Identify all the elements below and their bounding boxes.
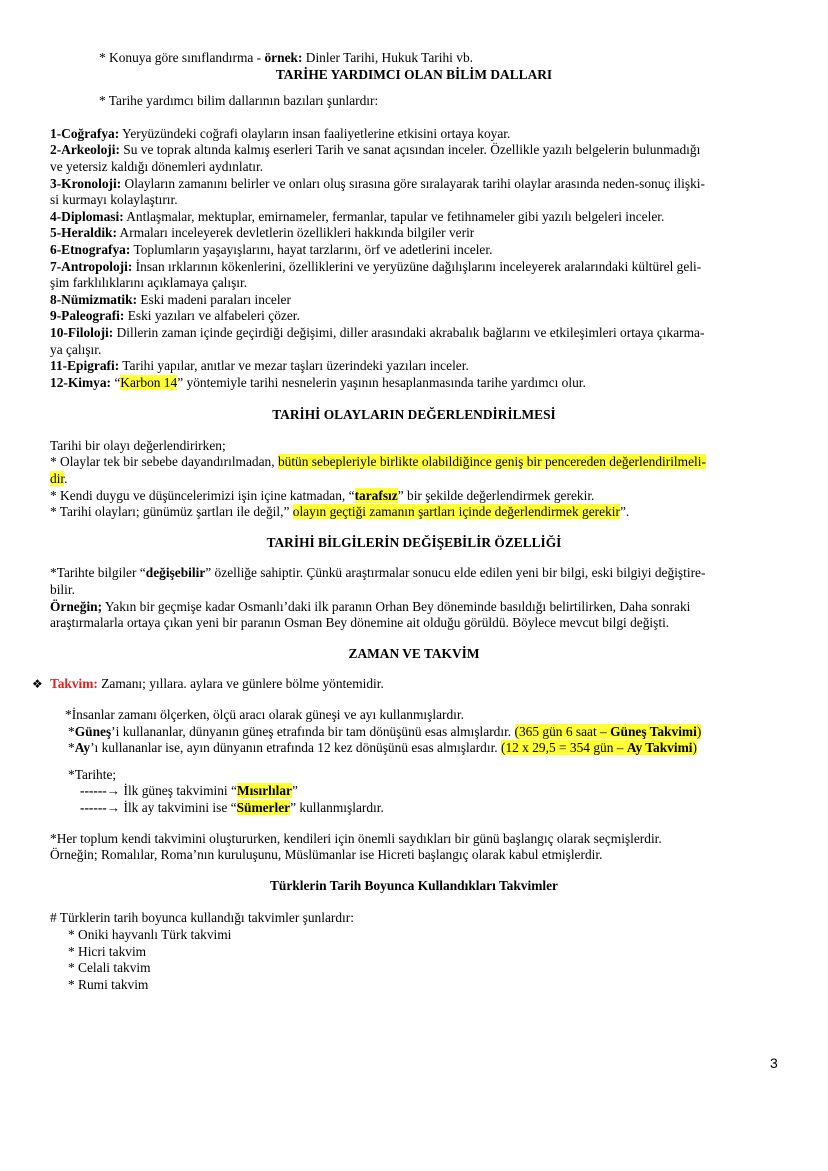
calendar-list-item: * Rumi takvim: [68, 976, 149, 992]
calendar-start-paragraph-cont: Örneğin; Romalılar, Roma’nın kuruluşunu, Müslümanlar ise Hicreti başlangıç olarak kabul etmişlerdir.: [50, 847, 603, 863]
item-text: Tarihi yapılar, anıtlar ve mezar taşları üzerindeki yazıları inceler.: [119, 358, 469, 374]
star: *: [68, 740, 75, 756]
arrow-right-icon: →: [106, 799, 121, 815]
calendar-start-paragraph: *Her toplum kendi takvimini oluştururken, kendileri için önemli saydıkları bir günü başlangıç olarak seçmişlerdir.: [50, 830, 662, 846]
arrow-right-icon: →: [106, 783, 121, 799]
section-title-auxiliary-sciences: TARİHE YARDIMCI OLAN BİLİM DALLARI: [275, 66, 553, 82]
evaluation-point-3: [50, 504, 778, 521]
para-text: Yakın bir geçmişe kadar Osmanlı’daki ilk paranın Orhan Bey döneminde basıldığı belirtilirken, Daha sonraki: [102, 598, 691, 614]
line-text: İlk ay takvimini ise “: [120, 799, 237, 815]
page-number: 3: [770, 1055, 778, 1071]
item-term: 3-Kronoloji:: [50, 175, 122, 191]
item-text: ve yetersiz kaldığı dönemleri aydınlatır.: [50, 158, 264, 174]
highlight-text: (12 x 29,5 = 354 gün –: [500, 740, 627, 756]
item-term: 8-Nümizmatik:: [50, 291, 138, 307]
item-term: 4-Diplomasi:: [50, 208, 124, 224]
para-text: ” özelliğe sahiptir. Çünkü araştırmalar sonucu elde edilen yeni bir bilgi, eski bilgiyi değiştire-: [205, 565, 706, 581]
item-term: 11-Epigrafi:: [50, 358, 120, 374]
changeable-paragraph-2: [50, 599, 778, 616]
list-item-chemistry: [50, 375, 778, 392]
highlight-text: (365 gün 6 saat –: [514, 723, 611, 739]
highlight-text: olayın geçtiği zamanın şartları içinde değerlendirmek gerekir: [292, 504, 620, 520]
item-text: ya çalışır.: [50, 341, 102, 357]
turkish-calendars-list: [50, 927, 778, 993]
list-item: [50, 242, 778, 259]
list-item: [50, 358, 778, 375]
list-item-cont: [50, 342, 778, 359]
changeable-paragraph-2-cont: araştırmalarla ortaya çıkan yeni bir paranın Osman Bey dönemine ait olduğu görüldü. Böylece mevcut bilgi değişti.: [50, 615, 670, 631]
item-term: 10-Filoloji:: [50, 324, 114, 340]
item-text: Toplumların yaşayışlarını, hayat tarzlarını, örf ve adetlerini inceler.: [130, 241, 493, 257]
calendar-line-sun: [50, 724, 778, 741]
list-item-cont: [50, 192, 778, 209]
item-text: İnsan ırklarının kökenlerini, özelliklerini ve yeryüzüne dağılışlarını inceleyerek aralarındaki kültürel geli-: [132, 258, 702, 274]
line-text: Dinler Tarihi, Hukuk Tarihi vb.: [302, 50, 473, 65]
highlight-text: ): [692, 740, 697, 756]
dash-leader: ------: [80, 799, 107, 815]
tarihte-label: *Tarihte;: [68, 766, 117, 782]
list-item: [50, 325, 778, 342]
item-term: 6-Etnografya:: [50, 241, 131, 257]
item-text: Armaları inceleyerek devletlerin özellikleri hakkında bilgiler verir: [116, 225, 475, 241]
calendar-list-item: * Celali takvim: [68, 960, 151, 976]
line-text: * Konuya göre sınıflandırma -: [99, 50, 265, 65]
auxiliary-intro: * Tarihe yardımcı bilim dallarının bazıları şunlardır:: [99, 93, 379, 109]
highlight-text: dir: [50, 471, 65, 487]
example-label: Örneğin;: [50, 598, 103, 614]
auxiliary-sciences-list: [50, 126, 778, 375]
highlight-impartial: tarafsız: [354, 487, 398, 503]
turkish-calendars-intro: # Türklerin tarih boyunca kullandığı takvimler şunlardır:: [50, 910, 354, 926]
line-text: ’ı kullananlar ise, ayın dünyanın etrafında 12 kez dönüşünü esas almışlardır.: [90, 740, 501, 756]
moon-term: Ay: [74, 740, 91, 756]
highlight-text: bütün sebepleriyle birlikte olabildiğince geniş bir pencereden değerlendirilmeli-: [277, 454, 706, 470]
list-item: [50, 176, 778, 193]
line-text: ”: [291, 783, 298, 799]
item-text: “: [111, 374, 121, 390]
line-text: ” kullanmışlardır.: [290, 799, 384, 815]
item-text: ” yöntemiyle tarihi nesnelerin yaşının hesaplanmasında tarihe yardımcı olur.: [177, 374, 586, 390]
list-item: [50, 126, 778, 143]
list-item: [50, 308, 778, 325]
item-text: Antlaşmalar, mektuplar, emirnameler, fermanlar, tapular ve fetihnameler gibi yazılı belgeleri inceler.: [123, 208, 665, 224]
highlight-text: ): [696, 723, 702, 739]
list-item-cont: [50, 275, 778, 292]
changeable-term: değişebilir: [145, 565, 206, 581]
para-text: *Tarihte bilgiler “: [50, 565, 146, 581]
item-term: 9-Paleografi:: [50, 308, 125, 324]
point-text: * Tarihi olayları; günümüz şartları ile değil,”: [50, 504, 293, 520]
star: *: [68, 723, 75, 739]
item-term: 5-Heraldik:: [50, 225, 117, 241]
arrow-line-sumerians: [50, 800, 778, 817]
document-page: [32, 50, 778, 993]
example-label: örnek:: [264, 50, 303, 65]
point-text: ”.: [619, 504, 630, 520]
dash-leader: ------: [80, 783, 107, 799]
highlight-egyptians: Mısırlılar: [236, 783, 292, 799]
evaluation-intro: Tarihi bir olayı değerlendirirken;: [50, 437, 226, 453]
list-item: [50, 225, 778, 242]
changeable-paragraph-1: [50, 565, 778, 582]
calendar-list-item: * Hicri takvim: [68, 943, 147, 959]
item-text: Yeryüzündeki coğrafi olayların insan faaliyetlerine etkisini ortaya koyar.: [119, 125, 511, 141]
item-term: 1-Coğrafya:: [50, 125, 120, 141]
section-title-evaluation: TARİHİ OLAYLARIN DEĞERLENDİRİLMESİ: [272, 407, 556, 423]
calendar-line-moon: [50, 740, 778, 757]
lunar-calendar-term: Ay Takvimi: [626, 740, 693, 756]
point-text: ” bir şekilde değerlendirmek gerekir.: [397, 487, 595, 503]
point-text: * Olaylar tek bir sebebe dayandırılmadan,: [50, 454, 278, 470]
diamond-bullet-icon: ❖: [32, 677, 43, 692]
section-title-time-calendar: ZAMAN VE TAKVİM: [348, 645, 480, 661]
point-text: * Kendi duygu ve düşüncelerimizi işin içine katmadan, “: [50, 487, 355, 503]
item-text: Dillerin zaman içinde geçirdiği değişimi, diller arasındaki akrabalık bağlarını ve etkileşimleri ortaya çıkarma-: [113, 324, 705, 340]
section-title-turkish-calendars: Türklerin Tarih Boyunca Kullandıkları Takvimler: [270, 877, 558, 893]
list-item: [50, 142, 778, 159]
item-term: 2-Arkeoloji:: [50, 142, 120, 158]
evaluation-point-1: [50, 454, 778, 471]
item-term: 7-Antropoloji:: [50, 258, 133, 274]
calendar-line-1: *İnsanlar zamanı ölçerken, ölçü aracı olarak güneşi ve ayı kullanmışlardır.: [65, 707, 464, 722]
sun-term: Güneş: [74, 723, 112, 739]
highlight-sumerians: Sümerler: [236, 799, 291, 815]
item-text: Eski madeni paraları inceler: [137, 291, 291, 307]
item-text: şim farklılıklarını açıklamaya çalışır.: [50, 275, 248, 291]
line-text: İlk güneş takvimini “: [120, 783, 237, 799]
calendar-list-item: * Oniki hayvanlı Türk takvimi: [68, 926, 232, 942]
line-text: ’i kullananlar, dünyanın güneş etrafında bir tam dönüşünü esas almışlardır.: [111, 723, 515, 739]
list-item: [50, 292, 778, 309]
evaluation-point-1-cont: [50, 471, 778, 488]
highlight-carbon14: Karbon 14: [120, 374, 178, 390]
calendar-def-text: Zamanı; yıllara. aylara ve günlere bölme yöntemidir.: [97, 676, 384, 692]
changeable-paragraph-1-cont: bilir.: [50, 582, 75, 598]
item-text: Su ve toprak altında kalmış eserleri Tarih ve sanat açısından inceler. Özellikle yazılı belgelerin bulunmadığı: [119, 142, 701, 158]
evaluation-point-2: [50, 488, 778, 505]
list-item: [50, 209, 778, 226]
section-title-changeable: TARİHİ BİLGİLERİN DEĞİŞEBİLİR ÖZELLİĞİ: [266, 534, 562, 550]
list-item-cont: [50, 159, 778, 176]
item-text: Eski yazıları ve alfabeleri çözer.: [124, 308, 300, 324]
item-term: 12-Kimya:: [50, 374, 111, 390]
item-text: si kurmayı kolaylaştırır.: [50, 192, 178, 208]
point-text: .: [64, 471, 68, 487]
solar-calendar-term: Güneş Takvimi: [610, 723, 697, 739]
classification-line: [50, 50, 778, 67]
arrow-line-egyptians: [50, 783, 778, 800]
list-item: [50, 259, 778, 276]
item-text: Olayların zamanını belirler ve onları oluş sırasına göre sıralayarak tarihi olaylar arasında neden-sonuç ilişki-: [121, 175, 705, 191]
calendar-label: Takvim:: [50, 676, 98, 692]
calendar-definition: [32, 676, 778, 693]
